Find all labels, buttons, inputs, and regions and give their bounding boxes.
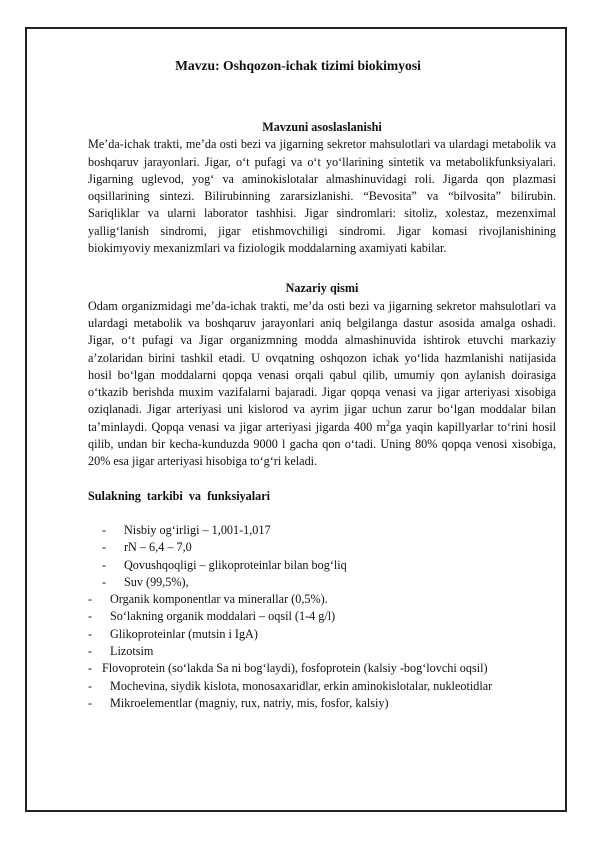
- document-title: Mavzu: Oshqozon-ichak tizimi biokimyosi: [175, 58, 421, 73]
- list-item: - So‘lakning organik moddalari – oqsil (1-4 g/l): [88, 609, 336, 624]
- theory-paragraph: [88, 298, 556, 471]
- theory-text-part2: ga yaqin kapillyarlar to‘rini hosil qilib, undan bir kecha-kunduzda 9000 l gacha qon o‘tadi. Uning 80% qopqa venosi xisobiga, 20% esa jigar arteriyasi hisobiga to‘g‘ri keladi.: [88, 419, 556, 469]
- theory-heading: Nazariy qismi: [285, 281, 359, 296]
- list-item: - Lizotsim: [88, 644, 154, 659]
- list-item: - rN – 6,4 – 7,0: [102, 540, 192, 555]
- intro-heading: Mavzuni asoslaslanishi: [262, 120, 382, 134]
- list-item: - Flovoprotein (so‘lakda Sa ni bog‘laydi), fosfoprotein (kalsiy -bog‘lovchi oqsil): [88, 661, 488, 676]
- list-item: - Organik komponentlar va minerallar (0,5%).: [88, 592, 328, 607]
- superscript-2: 2: [385, 418, 390, 428]
- intro-paragraph: Me’da-ichak trakti, me’da osti bezi va jigarning sekretor mahsulotlari va ulardagi metabolik va boshqaruv jarayonlari. Jigar, o‘t pufagi va o‘t yo‘llarining sintetik va metabolikfunksiyalari. Jigarning uglevod, yog‘ va aminokislotalar almashinuvidagi roli. Jigarda qon plazmasi oqsillarining sintezi. Bilirubinning zararsizlanishi. “Bevosita” va “bilvosita” bilirubin. Sariqliklar va ularni laborator tashhisi. Jigar sindromlari: sitoliz, xolestaz, mezenximal yallig‘lanish sindromi, jigar etishmovchiligi sindromi. Jigar komasi rivojlanishining biokimyoviy mexanizmlari va fiziologik moddalarning axamiyati kabilar.: [88, 137, 556, 256]
- list-item: - Mikroelementlar (magniy, rux, natriy, mis, fosfor, kalsiy): [88, 695, 389, 710]
- bile-heading: Sulakning tarkibi va funksiyalari: [88, 488, 271, 503]
- bile-composition-list: [88, 522, 556, 712]
- list-item: - Suv (99,5%),: [102, 574, 189, 589]
- list-item: - Mochevina, siydik kislota, monosaxaridlar, erkin aminokislotalar, nukleotidlar: [88, 678, 493, 693]
- list-item: - Glikoproteinlar (mutsin i IgA): [88, 626, 258, 641]
- list-item: - Nisbiy og‘irligi – 1,001-1,017: [102, 522, 271, 537]
- theory-text-part1: Odam organizmidagi me’da-ichak trakti, me’da osti bezi va jigarning sekretor mahsulotlari va ulardagi metabolik va boshqaruv jarayonlari aniq belgilanga dastur asosida amalga oshadi. Jigar, o‘t pufagi va Jigar organizmning modda almashinuvida ishtirok etuvchi markaziy a’zolaridan birini tashkil etadi. U ovqatning oshqozon ichak yo‘lida hazmlanishi natijasida hosil bo‘lgan moddalarni qopqa venasi orqali qabul qilib, umumiy qon aylanish doirasiga o‘tkazib berishda muxim vazifalarni bajaradi. Jigar qopqa venasi va jigar arteriyasi xisobiga oziqlanadi. Jigar arteriyasi uni kislorod va ayrim jigar uchun zarur bo‘lgan moddalar bilan ta’minlaydi. Qopqa venasi va jigar arteriyasi jigarda 400 m: [88, 298, 556, 434]
- document-body: [88, 119, 556, 712]
- list-item: - Qovushqoqligi – glikoproteinlar bilan bog‘liq: [102, 557, 347, 572]
